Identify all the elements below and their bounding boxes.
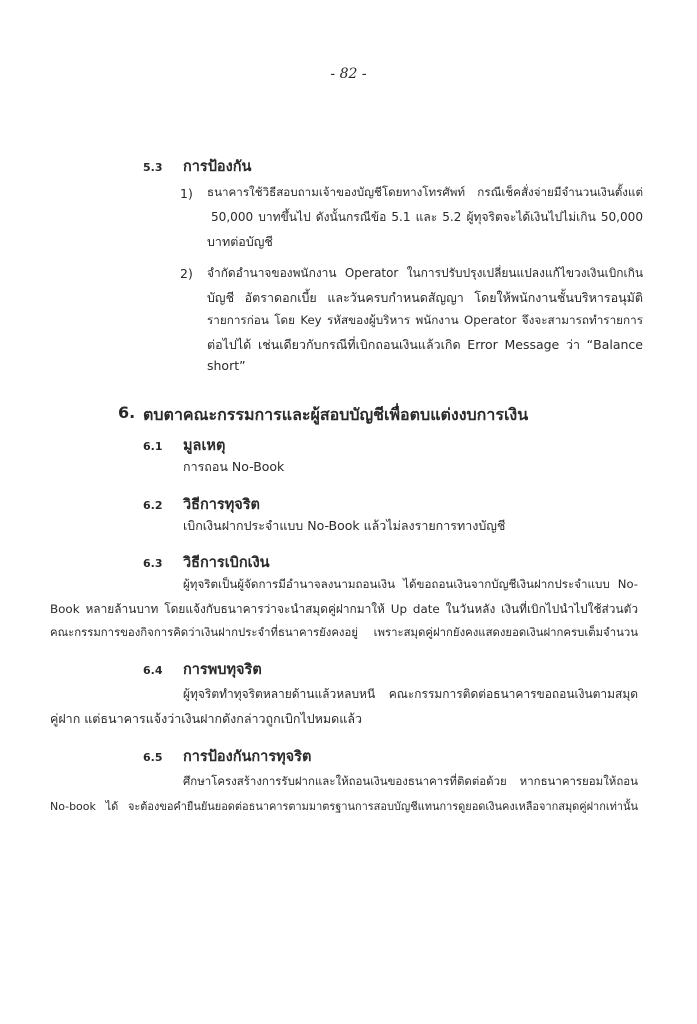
- item-2-line: จำกัดอำนาจของพนักงาน Operator ในการปรับปรุงเปลี่ยนแปลงแก้ไขวงเงินเบิกเกิน: [207, 266, 643, 280]
- item-2-line: บัญชี อัตราดอกเบี้ย และวันครบกำหนดสัญญา โดยให้พนักงานชั้นบริหารอนุมัติ: [207, 290, 643, 305]
- section-6-2-number: 6.2: [143, 499, 163, 512]
- section-6-1-text: การถอน No-Book: [183, 459, 285, 474]
- section-6-4-number: 6.4: [143, 664, 163, 677]
- item-2-line: รายการก่อน โดย Key รหัสของผู้บริหาร พนักงาน Operator จึงจะสามารถทำรายการ: [207, 313, 643, 327]
- section-6-title: ตบตาคณะกรรมการและผู้สอบบัญชีเพื่อตบแต่งงบการเงิน: [143, 405, 529, 424]
- section-6-5-title: การป้องกันการทุจริต: [183, 749, 312, 765]
- section-6-5-line: ศึกษาโครงสร้างการรับฝากและให้ถอนเงินของธนาคารที่ติดต่อด้วย หากธนาคารยอมให้ถอน: [183, 774, 638, 788]
- section-6-3-title: วิธีการเบิกเงิน: [183, 555, 270, 571]
- section-5-3-title: การป้องกัน: [183, 159, 252, 175]
- item-1-marker: 1): [180, 186, 193, 201]
- item-2-line: short”: [207, 358, 246, 373]
- section-6-3-line: Book หลายล้านบาท โดยแจ้งกับธนาคารว่าจะนำสมุดคู่ฝากมาให้ Up date ในวันหลัง เงินที่เบิกไปนำไปใช้ส่วนตัว: [50, 602, 638, 616]
- section-5-3-number: 5.3: [143, 161, 163, 174]
- item-1-line: 50,000 บาทขึ้นไป ดังนั้นกรณีข้อ 5.1 และ 5.2 ผู้ทุจริตจะได้เงินไปไม่เกิน 50,000: [211, 210, 643, 224]
- section-6-5-line: No-book ได้ จะต้องขอคำยืนยันยอดต่อธนาคารตามมาตรฐานการสอบบัญชีแทนการดูยอดเงินคงเหลือจากสมุดคู่ฝากเท่านั้น: [50, 800, 638, 813]
- item-1-line: ธนาคารใช้วิธีสอบถามเจ้าของบัญชีโดยทางโทรศัพท์ กรณีเช็คสั่งจ่ายมีจำนวนเงินตั้งแต่: [207, 185, 643, 199]
- item-2-line: ต่อไปได้ เช่นเดียวกับกรณีที่เบิกถอนเงินแล้วเกิด Error Message ว่า “Balance: [207, 337, 643, 352]
- section-6-1-title: มูลเหตุ: [183, 438, 226, 454]
- section-6-3-line: ผู้ทุจริตเป็นผู้จัดการมีอำนาจลงนามถอนเงิน ได้ขอถอนเงินจากบัญชีเงินฝากประจำแบบ No-: [183, 577, 638, 591]
- section-6-1-number: 6.1: [143, 440, 163, 453]
- section-6-number: 6.: [118, 403, 136, 422]
- section-6-4-line: คู่ฝาก แต่ธนาคารแจ้งว่าเงินฝากดังกล่าวถูกเบิกไปหมดแล้ว: [50, 711, 363, 726]
- section-6-2-title: วิธีการทุจริต: [183, 497, 260, 513]
- section-6-3-number: 6.3: [143, 557, 163, 570]
- section-6-4-line: ผู้ทุจริตทำทุจริตหลายด้านแล้วหลบหนี คณะกรรมการติดต่อธนาคารขอถอนเงินตามสมุด: [183, 687, 638, 701]
- section-6-4-title: การพบทุจริต: [183, 662, 262, 678]
- page-number: - 82 -: [330, 66, 367, 82]
- section-6-3-line: คณะกรรมการของกิจการคิดว่าเงินฝากประจำที่ธนาคารยังคงอยู่ เพราะสมุดคู่ฝากยังคงแสดงยอดเงินฝากครบเต็มจำนวน: [50, 625, 638, 639]
- section-6-2-text: เบิกเงินฝากประจำแบบ No-Book แล้วไม่ลงรายการทางบัญชี: [183, 518, 506, 533]
- item-1-line: บาทต่อบัญชี: [207, 234, 273, 249]
- item-2-marker: 2): [180, 266, 193, 281]
- section-6-5-number: 6.5: [143, 751, 163, 764]
